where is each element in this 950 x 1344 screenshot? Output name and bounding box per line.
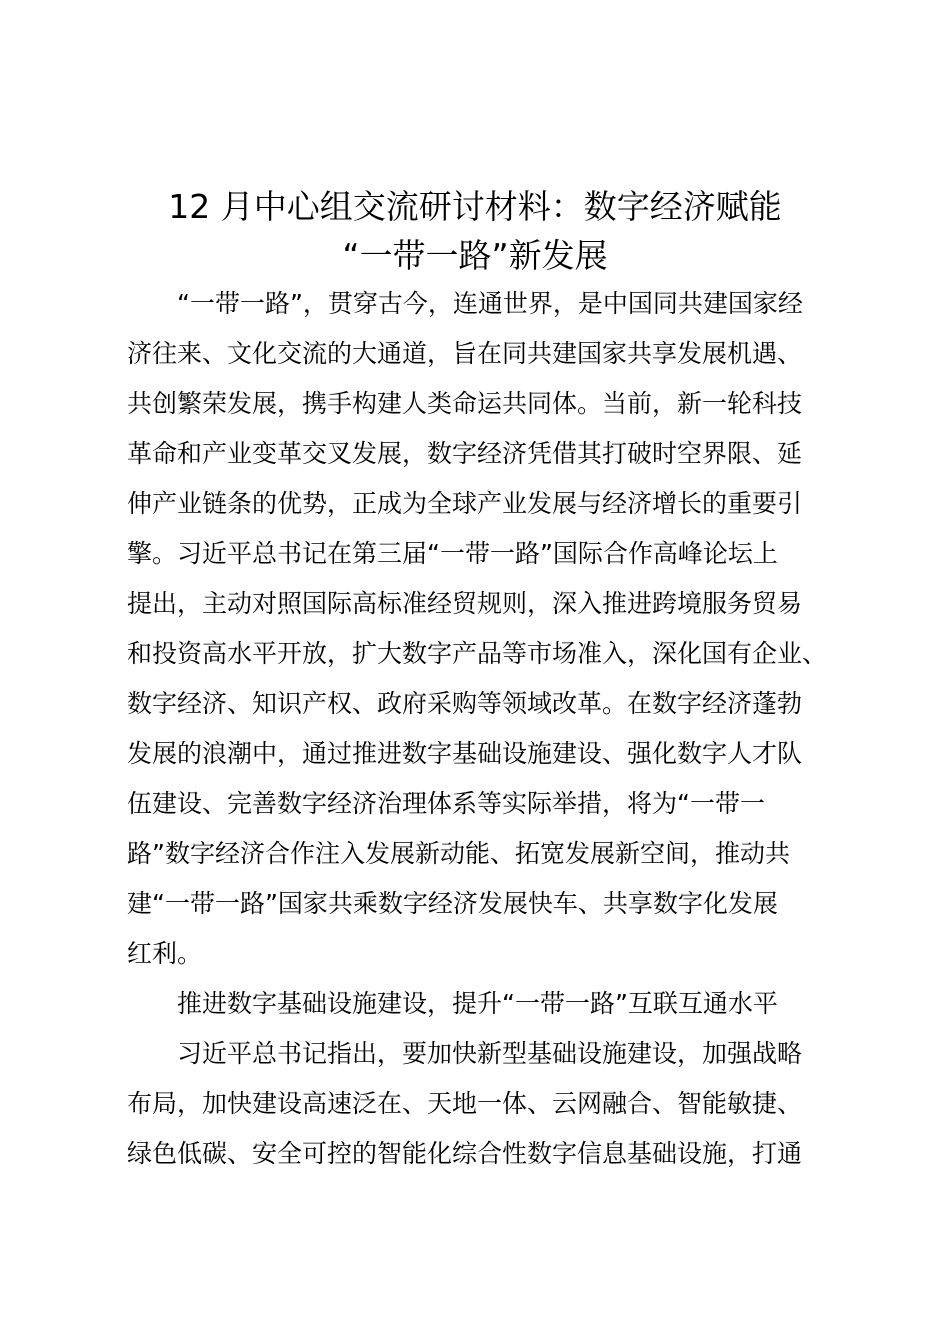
body-line-3: 共创繁荣发展，携手构建人类命运共同体。当前，新一轮科技 (127, 389, 803, 418)
body-line-13: 建“一带一路”国家共乘数字经济发展快车、共享数字化发展 (127, 889, 778, 918)
body-line-1: “一带一路”，贯穿古今，连通世界，是中国同共建国家经 (177, 289, 803, 318)
body-line-18: 绿色低碳、安全可控的智能化综合性数字信息基础设施，打通 (127, 1139, 803, 1168)
body-line-2: 济往来、文化交流的大通道，旨在同共建国家共享发展机遇、 (127, 339, 803, 368)
body-line-7: 提出，主动对照国际高标准经贸规则，深入推进跨境服务贸易 (127, 589, 803, 618)
document-title-line-2: “一带一路”新发展 (342, 236, 608, 275)
body-line-12: 路”数字经济合作注入发展新动能、拓宽发展新空间，推动共 (127, 839, 790, 868)
body-line-16: 习近平总书记指出，要加快新型基础设施建设，加强战略 (177, 1039, 803, 1068)
body-line-4: 革命和产业变革交叉发展，数字经济凭借其打破时空界限、延 (127, 439, 803, 468)
body-line-17: 布局，加快建设高速泛在、天地一体、云网融合、智能敏捷、 (127, 1089, 803, 1118)
body-line-9: 数字经济、知识产权、政府采购等领域改革。在数字经济蓬勃 (127, 689, 803, 718)
body-line-6: 擎。习近平总书记在第三届“一带一路”国际合作高峰论坛上 (127, 539, 778, 568)
document-title-line-1: 12 月中心组交流研讨材料：数字经济赋能 (168, 187, 782, 226)
body-line-10: 发展的浪潮中，通过推进数字基础设施建设、强化数字人才队 (127, 739, 803, 768)
body-line-14: 红利。 (127, 939, 203, 968)
body-line-5: 伸产业链条的优势，正成为全球产业发展与经济增长的重要引 (127, 489, 803, 518)
body-line-11: 伍建设、完善数字经济治理体系等实际举措，将为“一带一 (127, 789, 765, 818)
body-line-8: 和投资高水平开放，扩大数字产品等市场准入，深化国有企业、 (127, 639, 828, 668)
section-heading: 推进数字基础设施建设，提升“一带一路”互联互通水平 (177, 989, 778, 1018)
